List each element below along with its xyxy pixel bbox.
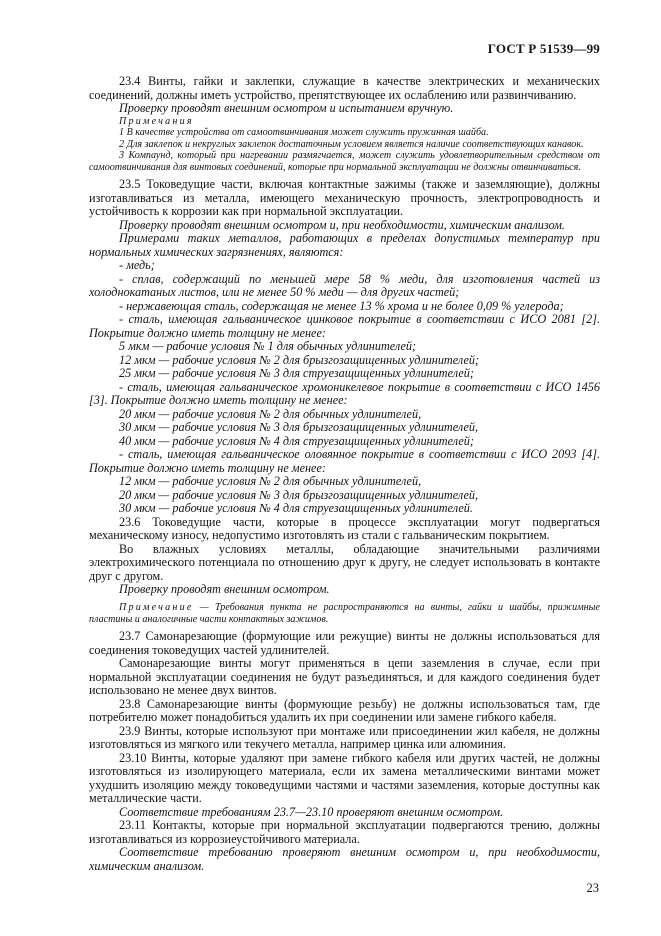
note-item: 3 Компаунд, который при нагревании размягчается, может служить удовлетворительным средством от самоотвинчивания для винтовых соединений, которые при нормальной эксплуатации не должны отвинчиваться. (89, 150, 600, 173)
note-label: Примечание (119, 601, 194, 613)
note-item: 2 Для заклепок и некруглых заклепок достаточным условием является наличие соответствующих канавок. (119, 138, 584, 150)
thickness-item: 12 мкм — рабочие условия № 2 для брызгозащищенных удлинителей; (119, 352, 480, 367)
clause-23-10: 23.10 Винты, которые удаляют при замене гибкого кабеля или других частей, не должны изготовляться из изолирующего материала, если их замена металлическими винтами может ухудшить изоляцию между токоведущими частями и частями заземления, которые доступны как металлические части. (89, 750, 600, 806)
paragraph: Самонарезающие винты могут применяться в цепи заземления в случае, если при нормальной эксплуатации соединения не будут разъединяться, и для каждого соединения будет использовано не менее двух винтов. (89, 656, 600, 698)
clause-23-4: 23.4 Винты, гайки и заклепки, служащие в качестве электрических и механических соединений, должны иметь устройство, препятствующее их ослаблению или развинчиванию. (89, 74, 600, 102)
clause-23-8: 23.8 Самонарезающие винты (формующие резьбу) не должны использоваться там, где потребителю может понадобиться удалить их при соединении или замене гибкого кабеля. (89, 696, 600, 725)
page-content (89, 75, 600, 873)
list-item: - сталь, имеющая гальваническое цинковое покрытие в соответствии с ИСО 2081 [2]. Покрытие должно иметь толщину не менее: (89, 312, 600, 340)
list-item: - нержавеющая сталь, содержащая не менее 13 % хрома и не более 0,09 % углерода; (119, 298, 564, 313)
standard-code-header: ГОСТ Р 51539—99 (487, 41, 600, 56)
thickness-item: 25 мкм — рабочие условия № 3 для струезащищенных удлинителей; (119, 366, 474, 381)
list-item: - медь; (119, 258, 155, 273)
clause-23-7: 23.7 Самонарезающие (формующие или режущие) винты не должны использоваться для соединения токоведущих частей удлинителей. (89, 629, 600, 657)
thickness-item: 20 мкм — рабочие условия № 2 для обычных удлинителей, (119, 406, 422, 421)
page-number: 23 (586, 881, 599, 895)
check-method: Соответствие требованиям 23.7—23.10 проверяют внешним осмотром. (119, 804, 504, 819)
metals-intro: Примерами таких металлов, работающих в пределах допустимых температур при нормальных химических загрязнениях, являются: (89, 231, 600, 259)
check-method: Проверку проводят внешним осмотром. (119, 582, 330, 597)
thickness-item: 30 мкм — рабочие условия № 3 для брызгозащищенных удлинителей, (119, 420, 479, 435)
list-item: - сталь, имеющая гальваническое оловянное покрытие в соответствии с ИСО 2093 [4]. Покрытие должно иметь толщину не менее: (89, 447, 600, 475)
thickness-item: 20 мкм — рабочие условия № 3 для брызгозащищенных удлинителей, (119, 487, 479, 502)
list-item: - сталь, имеющая гальваническое хромоникелевое покрытие в соответствии с ИСО 1456 [3]. Покрытие должно иметь толщину не менее: (89, 379, 600, 408)
note-inline (89, 602, 600, 625)
paragraph: Во влажных условиях металлы, обладающие значительными различиями электрохимического потенциала по отношению друг к другу, не следует использовать в контакте друг с другом. (89, 541, 600, 583)
check-method: Проверку проводят внешним осмотром и, при необходимости, химическим анализом. (119, 217, 565, 232)
note-text: — Требования пункта не распространяются на винты, гайки и шайбы, прижимные пластины и аналогичные части контактных зажимов. (89, 601, 600, 625)
clause-23-6: 23.6 Токоведущие части, которые в процессе эксплуатации могут подвергаться механическому износу, недопустимо изготовлять из стали с гальваническим покрытием. (89, 514, 600, 543)
note-item: 1 В качестве устройства от самоотвинчивания может служить пружинная шайба. (119, 127, 489, 139)
check-method: Соответствие требованию проверяют внешним осмотром и, при необходимости, химическим анализом. (89, 845, 600, 873)
thickness-item: 40 мкм — рабочие условия № 4 для струезащищенных удлинителей; (119, 433, 474, 448)
clause-23-5: 23.5 Токоведущие части, включая контактные зажимы (также и заземляющие), должны изготавливаться из металла, имеющего механическую прочность, электропроводность и устойчивость к коррозии как при нормальной эксплуатации. (89, 177, 600, 219)
check-method: Проверку проводят внешним осмотром и испытанием вручную. (119, 101, 454, 115)
list-item: - сплав, содержащий по меньшей мере 58 % меди, для изготовления частей из холоднокатаных листов, или не менее 50 % меди — для других частей; (89, 271, 600, 300)
clause-23-11: 23.11 Контакты, которые при нормальной эксплуатации подвергаются трению, должны изготавливаться из коррозиеустойчивого материала. (89, 818, 600, 846)
clause-23-9: 23.9 Винты, которые используют при монтаже или присоединении жил кабеля, не должны изготовляться из мягкого или текучего металла, например цинка или алюминия. (89, 723, 600, 752)
thickness-item: 12 мкм — рабочие условия № 2 для обычных удлинителей, (119, 474, 422, 489)
notes-title: Примечания (119, 115, 194, 127)
thickness-item: 30 мкм — рабочие условия № 4 для струезащищенных удлинителей. (119, 501, 473, 516)
thickness-item: 5 мкм — рабочие условия № 1 для обычных удлинителей; (119, 339, 417, 354)
